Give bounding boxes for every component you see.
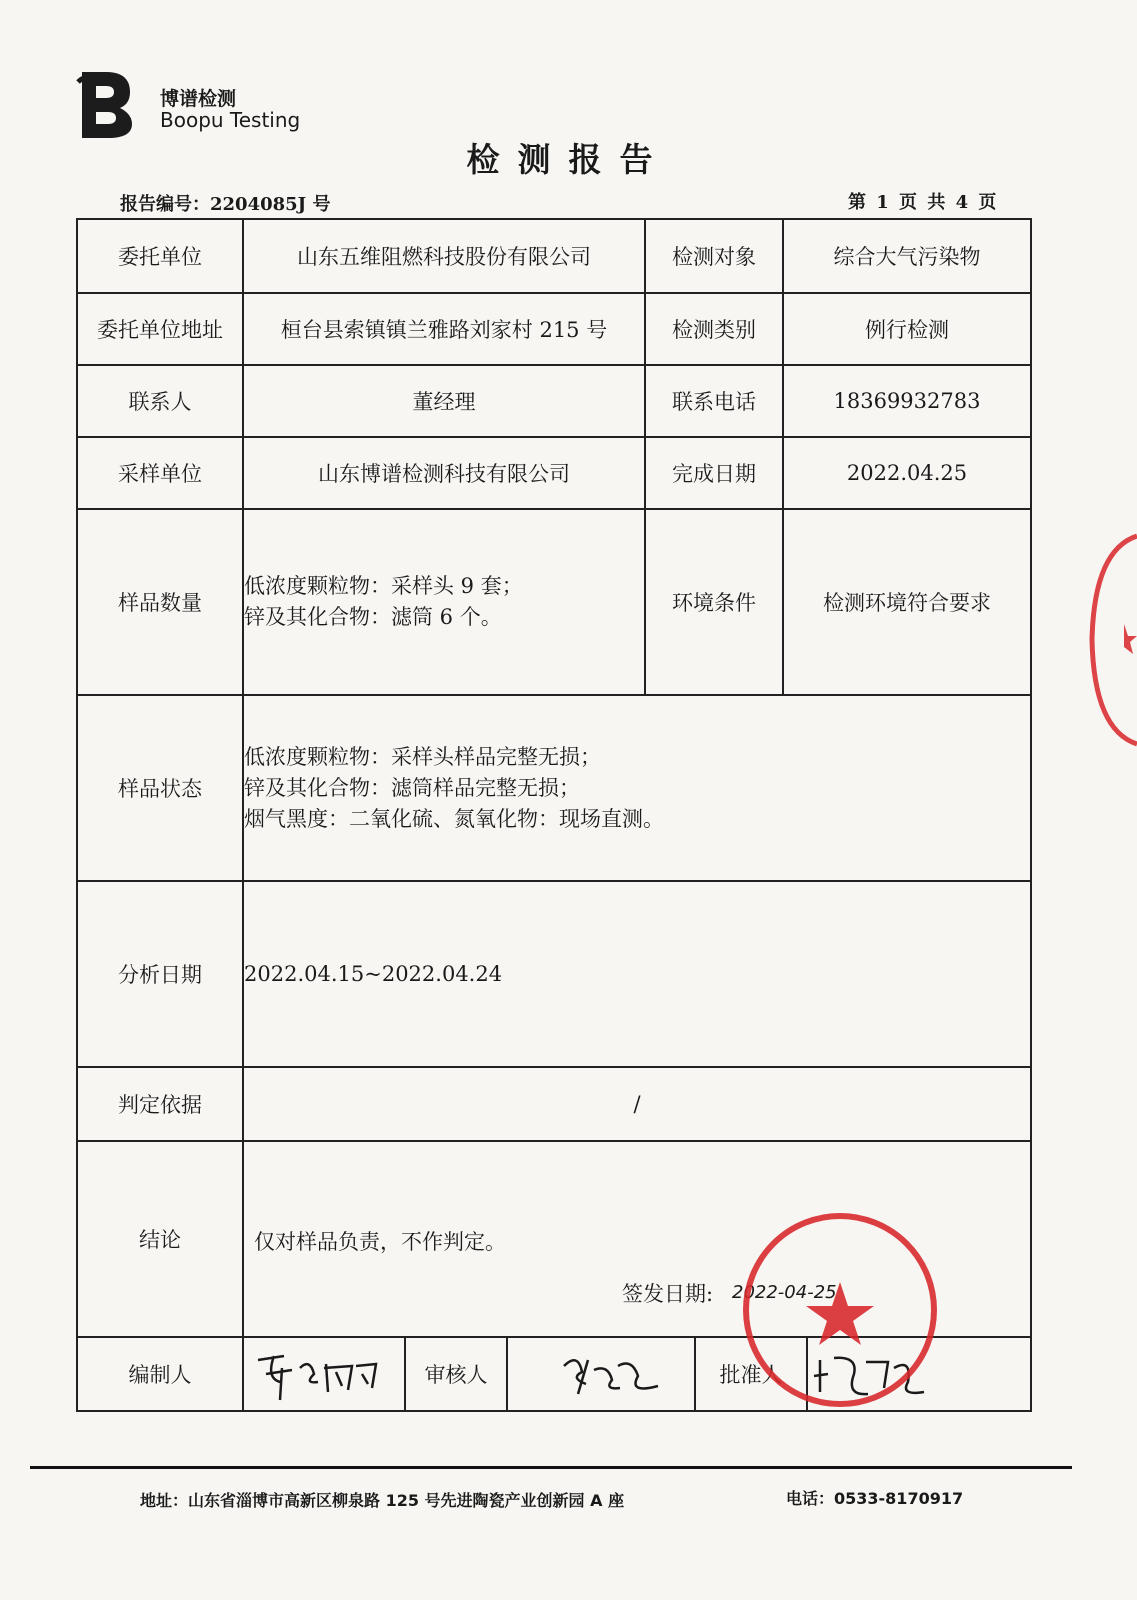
analysis-date-value: 2022.04.15~2022.04.24 [243, 881, 1031, 1067]
env-label: 环境条件 [645, 509, 783, 695]
brand-name-en: Boopu Testing [160, 108, 301, 132]
table-row [77, 293, 1031, 365]
phone-label: 联系电话 [645, 365, 783, 437]
table-row [77, 1067, 1031, 1141]
reviewer-label: 审核人 [406, 1338, 508, 1410]
quantity-line: 低浓度颗粒物：采样头 9 套； [244, 574, 523, 598]
client-value: 山东五维阻燃科技股份有限公司 [243, 219, 645, 293]
table-row [77, 219, 1031, 293]
status-line: 锌及其化合物：滤筒样品完整无损； [244, 775, 580, 800]
status-label: 样品状态 [77, 695, 243, 881]
table-row [77, 437, 1031, 509]
report-number: 报告编号：2204085J 号 [120, 194, 331, 215]
boopu-logo-icon [76, 68, 136, 140]
conclusion-value: 仅对样品负责，不作判定。 [254, 1230, 506, 1254]
reviewer-signature [508, 1338, 696, 1410]
contact-label: 联系人 [77, 365, 243, 437]
quantity-line: 锌及其化合物：滤筒 6 个。 [244, 605, 502, 629]
footer-tel: 电话：0533-8170917 [786, 1489, 964, 1508]
address-value: 桓台县索镇镇兰雅路刘家村 215 号 [243, 293, 645, 365]
editor-label: 编制人 [77, 1337, 243, 1411]
contact-value: 董经理 [243, 365, 645, 437]
table-row [77, 509, 1031, 695]
side-seal-icon [1084, 530, 1137, 750]
object-value: 综合大气污染物 [783, 219, 1031, 293]
quantity-label: 样品数量 [77, 509, 243, 695]
object-label: 检测对象 [645, 219, 783, 293]
finish-date-value: 2022.04.25 [783, 437, 1031, 509]
phone-value: 18369932783 [783, 365, 1031, 437]
env-value: 检测环境符合要求 [783, 509, 1031, 695]
report-title: 检测报告 [466, 140, 671, 179]
status-value [243, 695, 1031, 881]
status-line: 烟气黑度：二氧化硫、氮氧化物：现场直测。 [244, 806, 664, 831]
status-line: 低浓度颗粒物：采样头样品完整无损； [244, 744, 601, 769]
reviewer-signature-icon [508, 1338, 694, 1406]
analysis-date-label: 分析日期 [77, 881, 243, 1067]
quantity-value [243, 509, 645, 695]
editor-signature-icon [244, 1338, 394, 1406]
issue-date-label: 签发日期: [622, 1282, 714, 1306]
editor-signature [244, 1338, 406, 1410]
footer-address: 地址：山东省淄博市高新区柳泉路 125 号先进陶瓷产业创新园 A 座 [140, 1491, 625, 1510]
basis-label: 判定依据 [77, 1067, 243, 1141]
client-label: 委托单位 [77, 219, 243, 293]
brand-name-cn: 博谱检测 [160, 88, 237, 110]
category-value: 例行检测 [783, 293, 1031, 365]
table-row [77, 365, 1031, 437]
approver-label: 批准人 [696, 1338, 808, 1410]
category-label: 检测类别 [645, 293, 783, 365]
sampler-value: 山东博谱检测科技有限公司 [243, 437, 645, 509]
table-row [77, 881, 1031, 1067]
page-info: 第 1 页 共 4 页 [848, 192, 999, 213]
address-label: 委托单位地址 [77, 293, 243, 365]
finish-date-label: 完成日期 [645, 437, 783, 509]
official-seal-icon [740, 1210, 940, 1410]
conclusion-label: 结论 [77, 1141, 243, 1337]
sampler-label: 采样单位 [77, 437, 243, 509]
basis-value: / [243, 1067, 1031, 1141]
table-row [77, 695, 1031, 881]
issue-date-value: 2022-04-25 [732, 1282, 837, 1303]
footer-divider [30, 1466, 1072, 1469]
